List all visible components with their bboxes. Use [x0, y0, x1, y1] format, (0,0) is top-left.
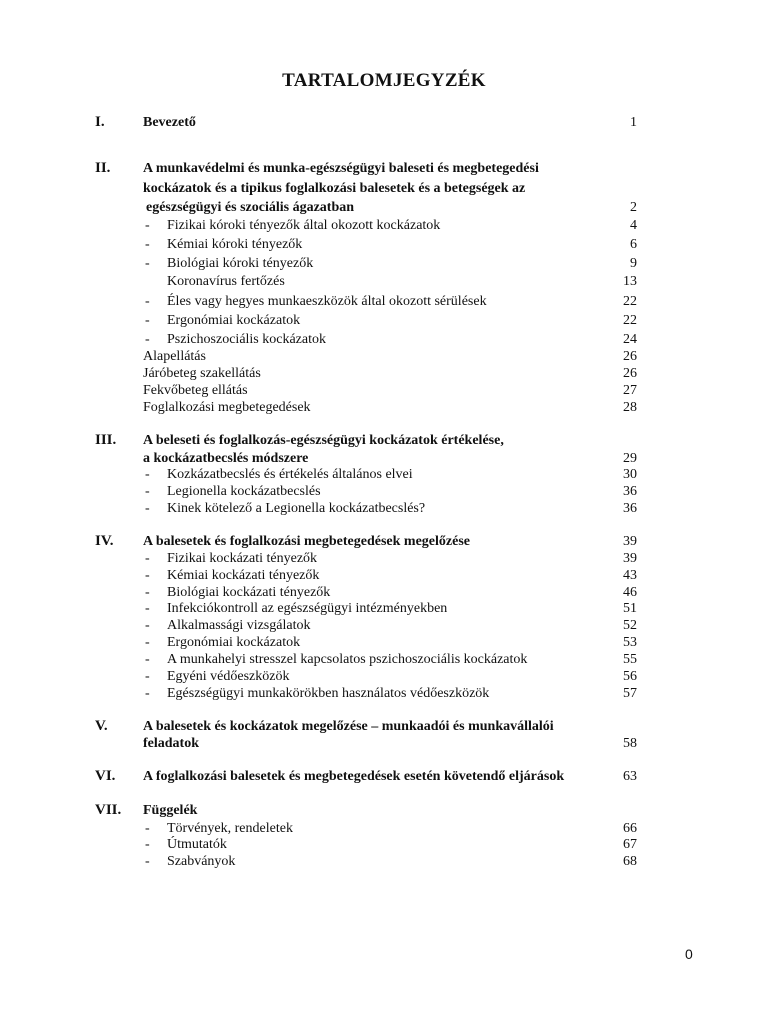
toc-entry-text: Egészségügyi munkakörökben használatos védőeszközök [167, 686, 490, 701]
toc-entry [0, 331, 768, 348]
toc-entry [0, 199, 768, 216]
toc-bullet-dash: - [145, 501, 150, 516]
toc-entry-text: A munkavédelmi és munka-egészségügyi baleseti és megbetegedési [143, 161, 539, 176]
toc-page-number: 43 [623, 568, 637, 583]
toc-entry-text: Fizikai kockázati tényezők [167, 551, 318, 566]
toc-entry-text: A balesetek és kockázatok megelőzése – munkaadói és munkavállalói [143, 719, 554, 734]
toc-page-number: 66 [623, 821, 637, 836]
toc-entry [0, 483, 768, 500]
toc-page-number: 6 [630, 237, 637, 252]
toc-bullet-dash: - [145, 821, 150, 836]
toc-page-number: 52 [623, 618, 637, 633]
toc-page-number: 27 [623, 383, 637, 398]
document-title: TARTALOMJEGYZÉK [282, 70, 486, 91]
toc-entry-text: Egyéni védőeszközök [167, 669, 290, 684]
toc-page-number: 53 [623, 635, 637, 650]
toc-bullet-dash: - [145, 854, 150, 869]
toc-entry [0, 802, 768, 819]
toc-entry [0, 718, 768, 735]
toc-entry [0, 399, 768, 416]
toc-entry [0, 382, 768, 399]
toc-entry [0, 450, 768, 467]
toc-entry-text: Bevezető [143, 115, 196, 130]
toc-entry [0, 217, 768, 234]
toc-page-number: 30 [623, 467, 637, 482]
toc-page-number: 58 [623, 736, 637, 751]
toc-entry-text: Infekciókontroll az egészségügyi intézményekben [167, 601, 448, 616]
toc-entry [0, 348, 768, 365]
toc-bullet-dash: - [145, 652, 150, 667]
toc-page-number: 1 [630, 115, 637, 130]
toc-entry-text: feladatok [143, 736, 199, 751]
toc-bullet-dash: - [145, 837, 150, 852]
toc-bullet-dash: - [145, 568, 150, 583]
toc-entry [0, 533, 768, 550]
toc-bullet-dash: - [145, 601, 150, 616]
toc-page-number: 36 [623, 501, 637, 516]
toc-entry-text: Ergonómiai kockázatok [167, 313, 301, 328]
toc-section-number: I. [95, 114, 105, 130]
toc-entry [0, 273, 768, 290]
toc-page-number: 51 [623, 601, 637, 616]
toc-bullet-dash: - [145, 467, 150, 482]
toc-section-number: VII. [95, 802, 122, 818]
toc-bullet-dash: - [145, 635, 150, 650]
toc-page-number: 46 [623, 585, 637, 600]
toc-page-number: 9 [630, 256, 637, 271]
toc-page-number: 39 [623, 551, 637, 566]
toc-entry [0, 634, 768, 651]
toc-entry-text: Kinek kötelező a Legionella kockázatbecslés? [167, 501, 426, 516]
toc-page-number: 68 [623, 854, 637, 869]
footer-page-number: 0 [685, 946, 693, 962]
toc-entry [0, 365, 768, 382]
toc-entry-text: Kémiai kockázati tényezők [167, 568, 320, 583]
toc-entry-text: Biológiai kóroki tényezők [167, 256, 314, 271]
toc-entry-text: Törvények, rendeletek [167, 821, 293, 836]
toc-entry [0, 768, 768, 785]
toc-entry [0, 114, 768, 131]
toc-section-number: IV. [95, 533, 114, 549]
toc-entry-text: Függelék [143, 803, 198, 818]
toc-bullet-dash: - [145, 618, 150, 633]
toc-page-number: 13 [623, 274, 637, 289]
toc-section-number: VI. [95, 768, 116, 784]
toc-page-number: 24 [623, 332, 637, 347]
toc-entry [0, 617, 768, 634]
toc-entry-text: Alkalmassági vizsgálatok [167, 618, 311, 633]
toc-page-number: 22 [623, 313, 637, 328]
toc-bullet-dash: - [145, 237, 150, 252]
toc-entry [0, 312, 768, 329]
toc-bullet-dash: - [145, 686, 150, 701]
toc-entry-text: Kozkázatbecslés és értékelés általános elvei [167, 467, 413, 482]
toc-entry [0, 820, 768, 837]
toc-page-number: 56 [623, 669, 637, 684]
toc-bullet-dash: - [145, 294, 150, 309]
toc-bullet-dash: - [145, 256, 150, 271]
toc-entry-text: egészségügyi és szociális ágazatban [146, 200, 355, 215]
toc-entry [0, 293, 768, 310]
toc-entry [0, 651, 768, 668]
toc-page-number: 57 [623, 686, 637, 701]
toc-page-number: 22 [623, 294, 637, 309]
toc-entry [0, 836, 768, 853]
toc-entry-text: Fizikai kóroki tényezők által okozott kockázatok [167, 218, 441, 233]
toc-bullet-dash: - [145, 313, 150, 328]
toc-entry-text: Ergonómiai kockázatok [167, 635, 301, 650]
toc-entry [0, 735, 768, 752]
toc-entry [0, 466, 768, 483]
toc-entry-text: Éles vagy hegyes munkaeszközök által okozott sérülések [167, 294, 487, 309]
toc-page-number: 2 [630, 200, 637, 215]
toc-entry-text: a kockázatbecslés módszere [143, 451, 309, 466]
toc-section-number: III. [95, 432, 117, 448]
toc-entry [0, 685, 768, 702]
toc-entry [0, 567, 768, 584]
toc-entry [0, 600, 768, 617]
toc-entry-text: Járóbeteg szakellátás [143, 366, 261, 381]
toc-entry [0, 180, 768, 197]
toc-entry-text: Koronavírus fertőzés [167, 274, 285, 289]
toc-entry [0, 584, 768, 601]
toc-bullet-dash: - [145, 551, 150, 566]
toc-page-number: 28 [623, 400, 637, 415]
toc-page-number: 67 [623, 837, 637, 852]
toc-section-number: V. [95, 718, 108, 734]
toc-entry [0, 668, 768, 685]
toc-page-number: 63 [623, 769, 637, 784]
toc-page-number: 26 [623, 349, 637, 364]
toc-entry [0, 500, 768, 517]
toc-page-number: 39 [623, 534, 637, 549]
toc-bullet-dash: - [145, 585, 150, 600]
toc-entry-text: Legionella kockázatbecslés [167, 484, 321, 499]
toc-entry-text: A balesetek és foglalkozási megbetegedések megelőzése [143, 534, 470, 549]
toc-section-number: II. [95, 160, 111, 176]
toc-entry [0, 550, 768, 567]
toc-entry-text: Foglalkozási megbetegedések [143, 400, 311, 415]
toc-page-number: 55 [623, 652, 637, 667]
toc-bullet-dash: - [145, 218, 150, 233]
toc-entry [0, 236, 768, 253]
toc-bullet-dash: - [145, 484, 150, 499]
toc-entry [0, 160, 768, 177]
toc-bullet-dash: - [145, 332, 150, 347]
toc-entry-text: Alapellátás [143, 349, 206, 364]
toc-entry-text: A beleseti és foglalkozás-egészségügyi kockázatok értékelése, [143, 433, 504, 448]
toc-page-number: 36 [623, 484, 637, 499]
toc-entry [0, 432, 768, 449]
toc-entry-text: Kémiai kóroki tényezők [167, 237, 303, 252]
toc-entry-text: kockázatok és a tipikus foglalkozási balesetek és a betegségek az [143, 181, 526, 196]
toc-entry-text: Pszichoszociális kockázatok [167, 332, 327, 347]
toc-entry-text: Szabványok [167, 854, 236, 869]
toc-bullet-dash: - [145, 669, 150, 684]
toc-page-number: 4 [630, 218, 637, 233]
toc-entry-text: A foglalkozási balesetek és megbetegedések esetén követendő eljárások [143, 769, 565, 784]
toc-entry [0, 853, 768, 870]
toc-entry-text: A munkahelyi stresszel kapcsolatos pszichoszociális kockázatok [167, 652, 528, 667]
toc-entry-text: Biológiai kockázati tényezők [167, 585, 331, 600]
toc-page-number: 26 [623, 366, 637, 381]
toc-page-number: 29 [623, 451, 637, 466]
toc-entry-text: Útmutatók [167, 837, 227, 852]
toc-entry [0, 255, 768, 272]
toc-entry-text: Fekvőbeteg ellátás [143, 383, 248, 398]
